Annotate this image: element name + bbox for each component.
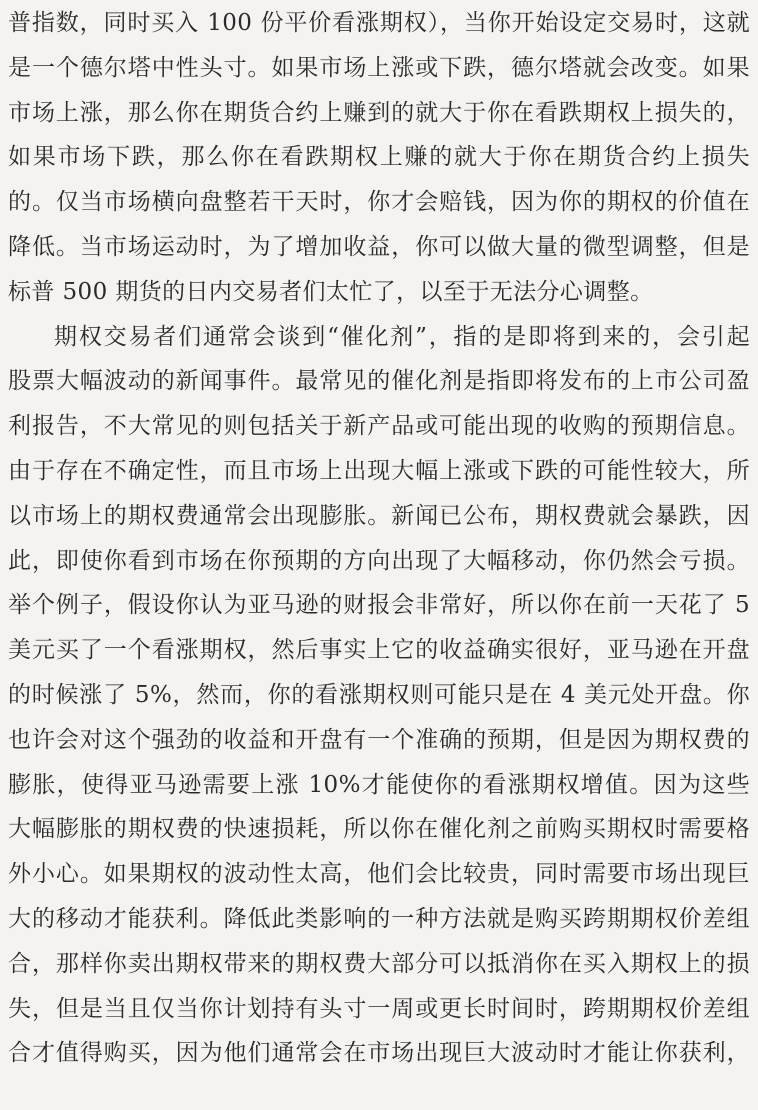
text-line: 也许会对这个强劲的收益和开盘有一个准确的预期，但是因为期权费的 <box>8 726 750 753</box>
body-text <box>8 1 750 1076</box>
text-line: 是一个德尔塔中性头寸。如果市场上涨或下跌，德尔塔就会改变。如果 <box>8 54 750 81</box>
text-line: 此，即使你看到市场在你预期的方向出现了大幅移动，你仍然会亏损。 <box>8 547 750 574</box>
text-line: 以市场上的期权费通常会出现膨胀。新闻已公布，期权费就会暴跌，因 <box>8 502 750 529</box>
text-line: 合才值得购买，因为他们通常会在市场出现巨大波动时才能让你获利， <box>8 1040 750 1067</box>
text-line: 由于存在不确定性，而且市场上出现大幅上涨或下跌的可能性较大，所 <box>8 457 750 484</box>
text-line: 股票大幅波动的新闻事件。最常见的催化剂是指即将发布的上市公司盈 <box>8 368 750 395</box>
text-line: 如果市场下跌，那么你在看跌期权上赚的就大于你在期货合约上损失 <box>8 144 750 171</box>
text-line: 大的移动才能获利。降低此类影响的一种方法就是购买跨期期权价差组 <box>8 905 750 932</box>
text-line: 合，那样你卖出期权带来的期权费大部分可以抵消你在买入期权上的损 <box>8 950 750 977</box>
text-line: 的。仅当市场横向盘整若干天时，你才会赔钱，因为你的期权的价值在 <box>8 189 750 216</box>
text-line: 市场上涨，那么你在期货合约上赚到的就大于你在看跌期权上损失的， <box>8 99 750 126</box>
text-line: 普指数，同时买入 100 份平价看涨期权），当你开始设定交易时，这就 <box>8 10 750 36</box>
text-line: 标普 500 期货的日内交易者们太忙了，以至于无法分心调整。 <box>8 278 654 305</box>
text-line: 外小心。如果期权的波动性太高，他们会比较贵，同时需要市场出现巨 <box>8 861 750 888</box>
text-line: 利报告，不大常见的则包括关于新产品或可能出现的收购的预期信息。 <box>8 413 750 440</box>
text-line: 举个例子，假设你认为亚马逊的财报会非常好，所以你在前一天花了 5 <box>8 592 750 619</box>
text-line: 降低。当市场运动时，为了增加收益，你可以做大量的微型调整，但是 <box>8 233 750 260</box>
text-line: 期权交易者们通常会谈到“催化剂”，指的是即将到来的，会引起 <box>54 323 750 350</box>
text-line: 膨胀，使得亚马逊需要上涨 10%才能使你的看涨期权增值。因为这些 <box>8 771 750 798</box>
text-line: 失，但是当且仅当你计划持有头寸一周或更长时间时，跨期期权价差组 <box>8 995 750 1022</box>
text-line: 美元买了一个看涨期权，然后事实上它的收益确实很好，亚马逊在开盘 <box>8 637 750 664</box>
text-line: 大幅膨胀的期权费的快速损耗，所以你在催化剂之前购买期权时需要格 <box>8 816 750 843</box>
text-line: 的时候涨了 5%，然而，你的看涨期权则可能只是在 4 美元处开盘。你 <box>8 681 750 708</box>
